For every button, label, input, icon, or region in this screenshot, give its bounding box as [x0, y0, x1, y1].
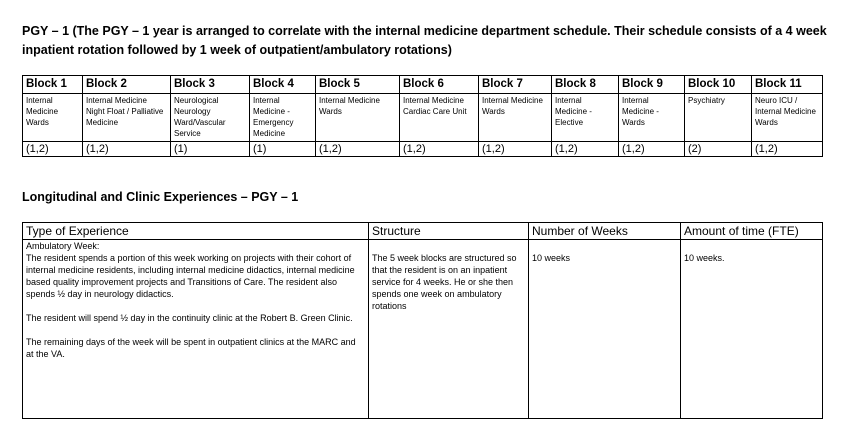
block-code: (1,2) — [316, 142, 400, 157]
block-service: Psychiatry — [685, 94, 752, 142]
structure-cell — [369, 240, 529, 419]
column-header: Amount of time (FTE) — [681, 223, 823, 240]
experience-description: The resident will spend ½ day in the continuity clinic at the Robert B. Green Clinic. — [26, 313, 353, 323]
block-code: (1,2) — [619, 142, 685, 157]
block-service-row — [23, 94, 823, 142]
block-code: (1,2) — [752, 142, 823, 157]
experience-table — [22, 222, 823, 419]
block-service: Internal Medicine Wards — [316, 94, 400, 142]
block-header-row — [23, 76, 823, 94]
block-code: (1,2) — [83, 142, 171, 157]
experience-description: The remaining days of the week will be spent in outpatient clinics at the MARC and at the VA. — [26, 337, 356, 359]
block-name: Block 9 — [619, 76, 685, 94]
block-code: (1) — [250, 142, 316, 157]
block-service: Internal Medicine Cardiac Care Unit — [400, 94, 479, 142]
column-header: Structure — [369, 223, 529, 240]
block-name: Block 6 — [400, 76, 479, 94]
pgy-heading: PGY – 1 (The PGY – 1 year is arranged to correlate with the internal medicine department schedule. Their schedule consists of a 4 week inpatient rotation followed by 1 week of outpatient/ambulatory rotations) — [22, 24, 827, 57]
block-service: Neuro ICU / Internal Medicine Wards — [752, 94, 823, 142]
block-code: (1,2) — [552, 142, 619, 157]
block-code: (1,2) — [23, 142, 83, 157]
block-service: Neurological Neurology Ward/Vascular Service — [171, 94, 250, 142]
block-name: Block 5 — [316, 76, 400, 94]
block-name: Block 7 — [479, 76, 552, 94]
block-name: Block 3 — [171, 76, 250, 94]
column-header: Type of Experience — [23, 223, 369, 240]
block-code: (2) — [685, 142, 752, 157]
block-name: Block 1 — [23, 76, 83, 94]
block-name: Block 2 — [83, 76, 171, 94]
block-service: Internal Medicine Wards — [23, 94, 83, 142]
column-header: Number of Weeks — [529, 223, 681, 240]
weeks-cell — [529, 240, 681, 419]
block-name: Block 8 — [552, 76, 619, 94]
fte-cell — [681, 240, 823, 419]
weeks-text: 10 weeks — [532, 253, 571, 263]
experience-header-row — [23, 223, 823, 240]
block-name: Block 11 — [752, 76, 823, 94]
block-code: (1,2) — [479, 142, 552, 157]
experience-description: The resident spends a portion of this week working on projects with their cohort of internal medicine residents, including internal medicine didactics, internal medicine based quality improvement projects and Transitions of Care. The resident also spends ½ day in neurology didactics. — [26, 253, 355, 299]
longitudinal-heading: Longitudinal and Clinic Experiences – PGY – 1 — [22, 190, 299, 204]
block-service: Internal Medicine - Emergency Medicine — [250, 94, 316, 142]
experience-row — [23, 240, 823, 419]
block-code: (1,2) — [400, 142, 479, 157]
block-name: Block 10 — [685, 76, 752, 94]
block-name: Block 4 — [250, 76, 316, 94]
fte-text: 10 weeks. — [684, 253, 725, 263]
experience-type-title: Ambulatory Week: — [26, 241, 100, 251]
block-service: Internal Medicine Night Float / Palliative Medicine — [83, 94, 171, 142]
block-service: Internal Medicine - Elective — [552, 94, 619, 142]
block-code-row — [23, 142, 823, 157]
structure-text: The 5 week blocks are structured so that the resident is on an inpatient service for 4 weeks. He or she then spends one week on ambulatory rotations — [372, 253, 517, 311]
block-service: Internal Medicine - Wards — [619, 94, 685, 142]
block-schedule-table — [22, 75, 823, 157]
block-service: Internal Medicine Wards — [479, 94, 552, 142]
experience-type-cell — [23, 240, 369, 419]
block-code: (1) — [171, 142, 250, 157]
